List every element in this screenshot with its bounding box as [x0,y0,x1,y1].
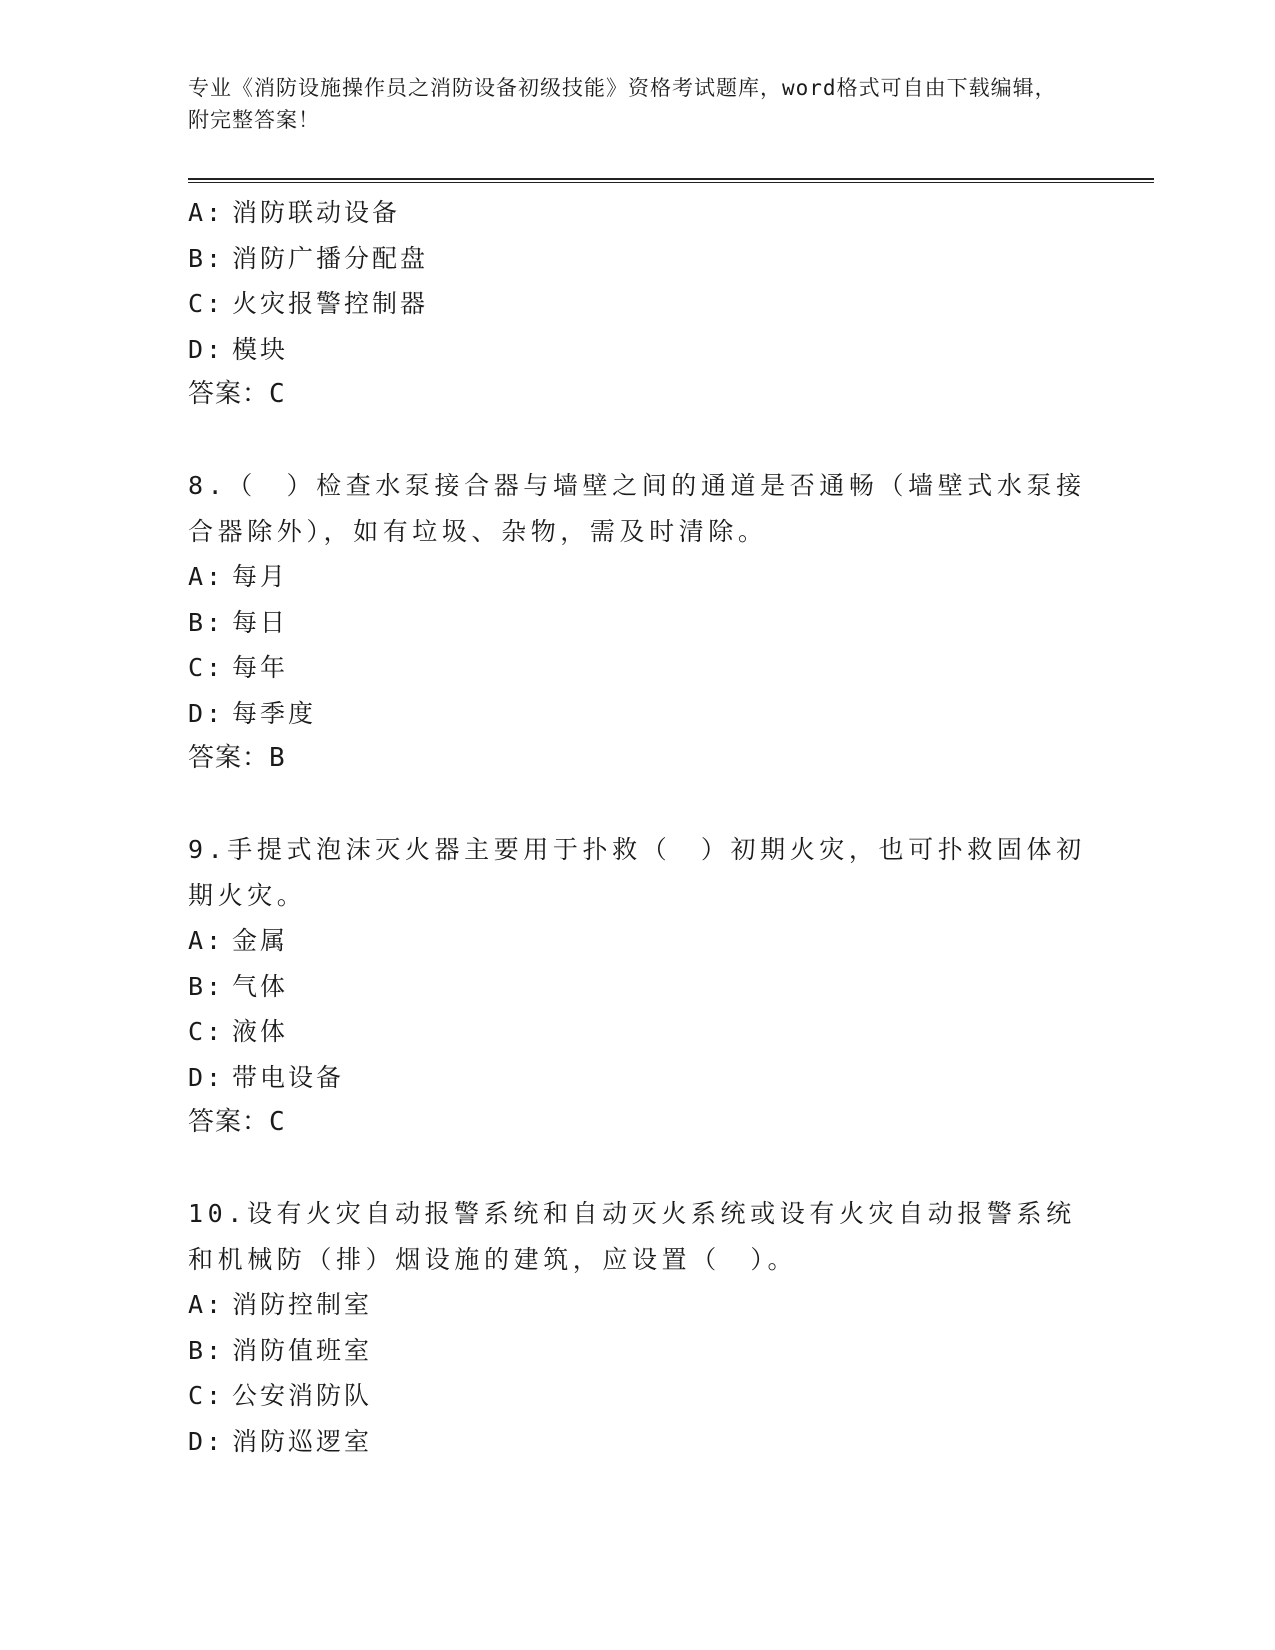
option-letter: C: [188,1017,225,1046]
option-letter: A: [188,562,225,591]
option-letter: D: [188,334,225,364]
option-a [188,1282,1088,1328]
option-b [188,600,1088,646]
option-c [188,281,1088,327]
option-c [188,1373,1088,1419]
document-header: 专业《消防设施操作员之消防设备初级技能》资格考试题库，word格式可自由下载编辑，附完整答案！ [188,76,1057,132]
question-block-10 [188,1191,1088,1464]
option-letter: B: [188,607,225,637]
option-d [188,1419,1088,1465]
option-text: 气体 [232,971,289,1001]
question-text: 9.手提式泡沫灭火器主要用于扑救（ ）初期火灾，也可扑救固体初期火灾。 [188,835,1086,910]
option-letter: A: [188,926,225,955]
option-letter: B: [188,971,225,1001]
option-a [188,190,1088,236]
option-a [188,918,1088,964]
option-b [188,236,1088,282]
question-text: 10.设有火灾自动报警系统和自动灭火系统或设有火灾自动报警系统和机械防（排）烟设施的建筑，应设置（ ）。 [188,1199,1076,1274]
option-d [188,327,1088,373]
document-body [188,190,1088,1464]
option-c [188,1009,1088,1055]
option-c [188,645,1088,691]
answer-line: 答案：B [188,743,286,773]
option-letter: A: [188,198,225,227]
answer-line: 答案：C [188,379,286,409]
option-text: 消防值班室 [232,1335,373,1365]
option-text: 公安消防队 [232,1381,373,1410]
option-d [188,691,1088,737]
question-block-8 [188,463,1088,782]
spacer [188,1146,1088,1192]
question-block-9 [188,827,1088,1146]
option-b [188,1328,1088,1374]
option-letter: C: [188,289,225,318]
option-text: 消防控制室 [232,1290,373,1319]
option-text: 模块 [232,334,289,364]
option-letter: C: [188,1381,225,1410]
option-text: 液体 [232,1017,289,1046]
option-a [188,554,1088,600]
option-b [188,964,1088,1010]
option-letter: D: [188,1062,225,1092]
question-block-7 [188,190,1088,418]
option-text: 消防巡逻室 [232,1426,373,1456]
option-text: 消防广播分配盘 [232,243,429,273]
spacer [188,782,1088,828]
option-text: 火灾报警控制器 [232,289,429,318]
question-text: 8.（ ）检查水泵接合器与墙壁之间的通道是否通畅（墙壁式水泵接合器除外），如有垃圾、杂物，需及时清除。 [188,471,1086,546]
option-text: 每月 [232,562,289,591]
option-letter: A: [188,1290,225,1319]
option-letter: B: [188,243,225,273]
option-text: 每季度 [232,698,317,728]
option-text: 消防联动设备 [232,198,401,227]
option-text: 带电设备 [232,1062,345,1092]
option-text: 每日 [232,607,289,637]
spacer [188,418,1088,464]
option-d [188,1055,1088,1101]
header-divider [188,178,1154,183]
option-letter: D: [188,1426,225,1456]
option-letter: C: [188,653,225,682]
answer-line: 答案：C [188,1107,286,1137]
option-text: 金属 [232,926,289,955]
option-letter: D: [188,698,225,728]
option-text: 每年 [232,653,289,682]
option-letter: B: [188,1335,225,1365]
